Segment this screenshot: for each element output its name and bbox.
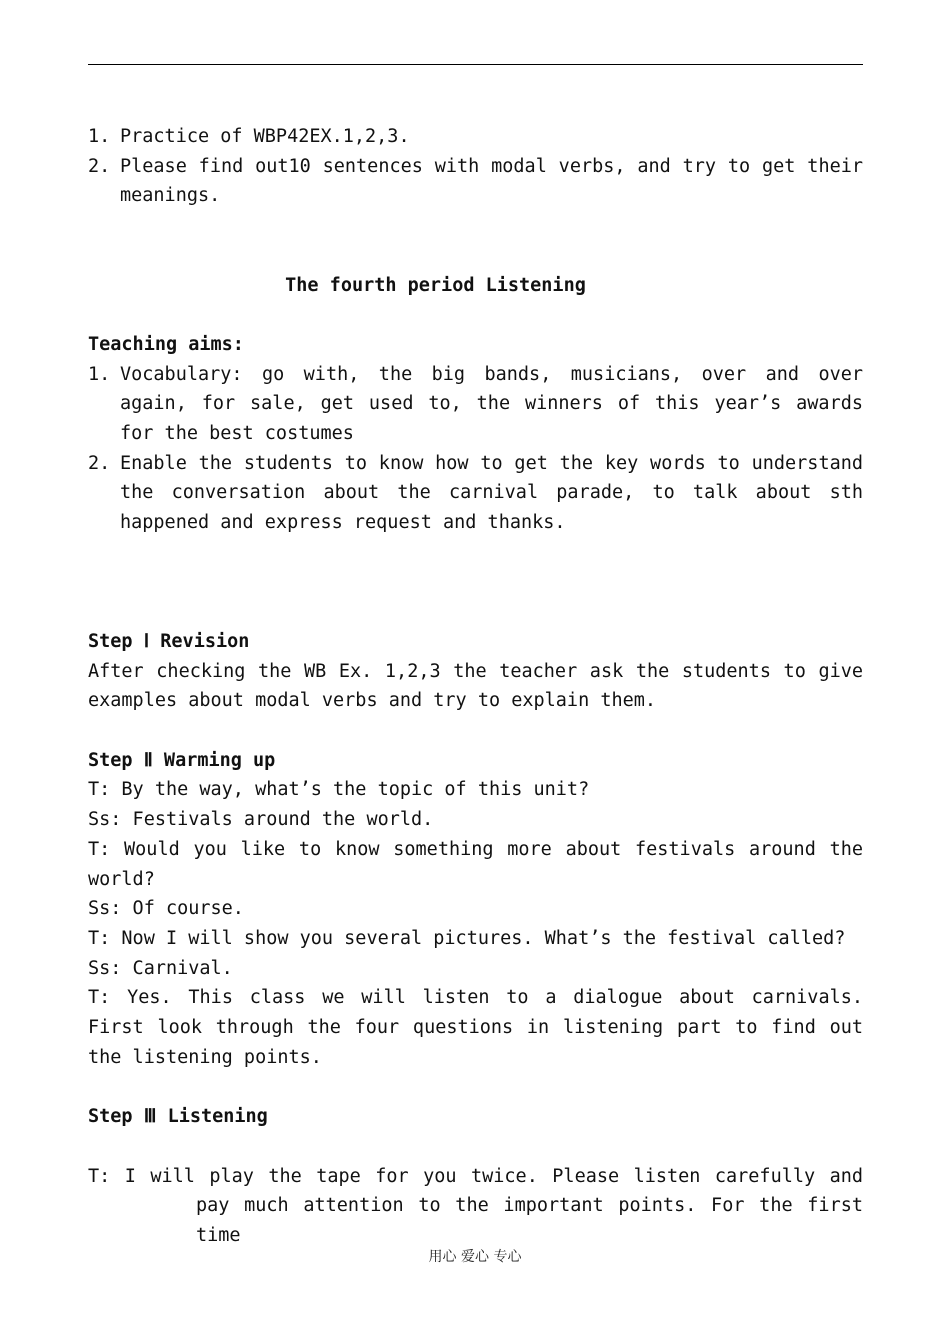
- step1-text: After checking the WB Ex. 1,2,3 the teacher ask the students to give examples about modal verbs and try to explain them.: [88, 660, 863, 712]
- list-text: Enable the students to know how to get the key words to understand the conversation about the carnival parade, to talk about sth happened and express request and thanks.: [120, 452, 863, 534]
- header-rule: [88, 64, 863, 65]
- list-text: Vocabulary: go with, the big bands, musicians, over and over again, for sale, get used to, the winners of this year’s awards for the best costumes: [120, 363, 863, 444]
- aims-item: [88, 360, 863, 449]
- list-text: Practice of WBP42EX.1,2,3.: [120, 126, 410, 147]
- dialogue-line: Ss: Carnival.: [88, 957, 233, 979]
- step2-heading: Step Ⅱ Warming up: [88, 749, 276, 771]
- dialogue-line: Ss: Of course.: [88, 898, 244, 920]
- list-number: 2.: [88, 155, 111, 177]
- homework-item: [88, 122, 863, 152]
- step3-heading: Step Ⅲ Listening: [88, 1106, 268, 1128]
- page-footer: 用心 爱心 专心: [428, 1249, 522, 1265]
- dialogue-line: Ss: Festivals around the world.: [88, 809, 434, 831]
- list-text: Please find out10 sentences with modal verbs, and try to get their meanings.: [120, 155, 863, 207]
- step1-heading: Step Ⅰ Revision: [88, 630, 250, 652]
- dialogue-line: T: By the way, what’s the topic of this unit?: [88, 779, 590, 801]
- list-number: 1.: [88, 126, 111, 147]
- aims-heading: Teaching aims:: [88, 333, 244, 355]
- dialogue-line: T: Would you like to know something more about festivals around the world?: [88, 838, 863, 890]
- list-number: 1.: [88, 363, 111, 385]
- dialogue-line: T: Now I will show you several pictures. What’s the festival called?: [88, 927, 846, 949]
- period-title: The fourth period Listening: [285, 274, 586, 296]
- step3-text: T: I will play the tape for you twice. Please listen carefully and pay much attention to the important points. For the first time: [88, 1165, 863, 1246]
- aims-item: [88, 449, 863, 538]
- list-number: 2.: [88, 452, 111, 474]
- homework-item: [88, 152, 863, 211]
- document-body: [88, 122, 863, 1251]
- dialogue-line: T: Yes. This class we will listen to a dialogue about carnivals. First look through the four questions in listening part to find out the listening points.: [88, 987, 863, 1068]
